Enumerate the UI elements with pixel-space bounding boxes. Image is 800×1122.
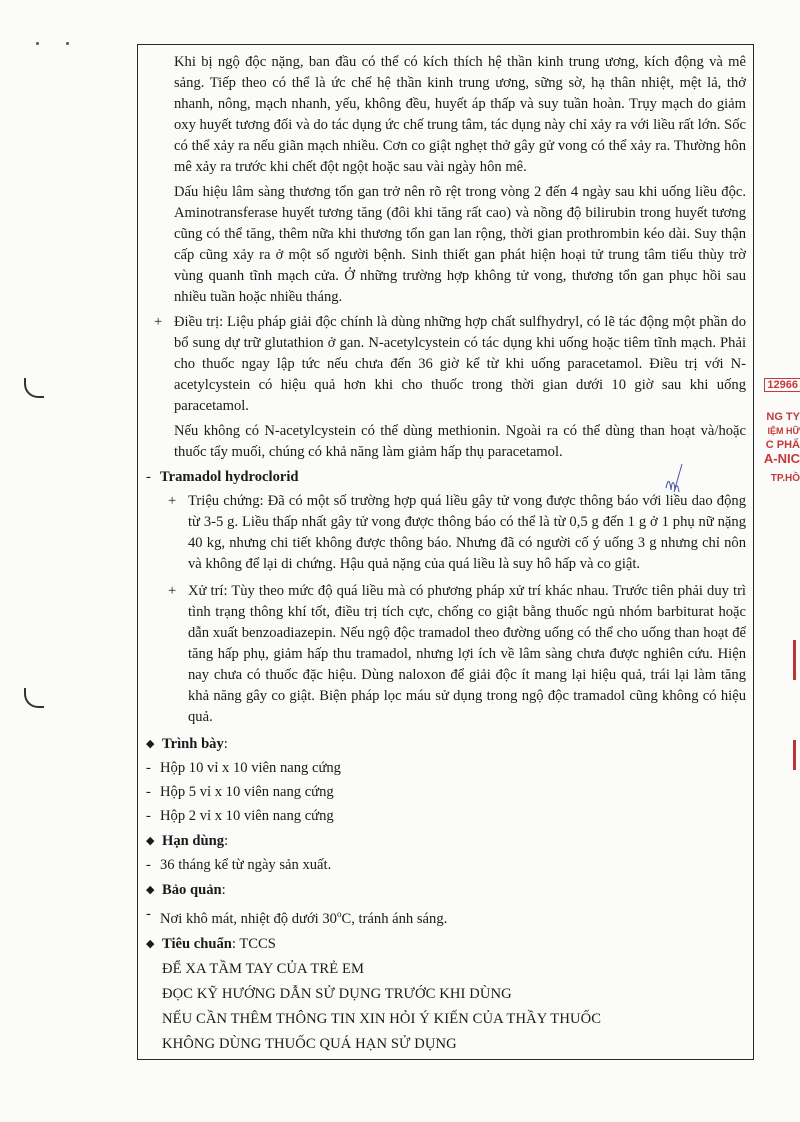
standard-value: : TCCS <box>231 935 276 952</box>
presentation-line: Hộp 10 vỉ x 10 viên nang cứng <box>160 760 341 776</box>
document-body <box>146 52 746 1059</box>
section-heading: Tiêu chuẩn <box>162 935 232 952</box>
tramadol-heading <box>146 467 746 488</box>
diamond-bullet: ◆ <box>146 738 155 750</box>
stamp-line: C PHẨ <box>765 439 800 451</box>
heading-colon: : <box>221 882 226 898</box>
diamond-bullet: ◆ <box>146 884 155 896</box>
list-item: - Nơi khô mát, nhiệt độ dưới 30$^o$C, tránh ánh sáng. <box>146 906 448 927</box>
intro-paragraph: Dấu hiệu lâm sàng thương tổn gan trở nên rõ rệt trong vòng 2 đến 4 ngày sau khi uống liều độc. Aminotransferase huyết tương tăng (đôi khi tăng rất cao) và nồng độ bilirubin trong huyết tương cũng có thể tăng, thêm nữa khi thương tổn gan lan rộng, thời gian prothrombin kéo dài. Suy thận cấp cũng xảy ra ở một số người bệnh. Sinh thiết gan phát hiện hoại tử trung tâm tiểu thùy trờ vùng quanh tĩnh mạch cửa. Ở những trường hợp không tử vong, thương tổn gan phục hồi sau nhiều tuần hoặc nhiều tháng. <box>174 184 746 305</box>
section-heading: Bảo quản <box>162 882 222 898</box>
stamp-number: 12966 <box>764 378 800 392</box>
company-stamp <box>764 378 800 486</box>
list-item: - Hộp 2 vỉ x 10 viên nang cứng <box>146 808 334 824</box>
heading-colon: : <box>223 736 228 752</box>
storage-section <box>146 880 746 901</box>
stamp-edge-mark <box>793 640 796 680</box>
plus-bullet: + <box>154 314 163 330</box>
treatment-item <box>146 312 746 463</box>
standard-section <box>146 934 746 955</box>
intro-paragraph: Khi bị ngộ độc nặng, ban đầu có thể có kích thích hệ thần kinh trung ương, kích động và mê sảng. Tiếp theo có thể là ức chế hệ thần kinh trung ương, sững sờ, hạ thân nhiệt, mệt lả, thở nhanh, nông, mạch nhanh, yếu, không đều, huyết áp thấp và suy tuần hoàn. Trụy mạch do giảm oxy huyết tương đối và do tác dụng ức chế trung tâm, tác dụng này chỉ xảy ra với liều rất lớn. Sốc có thể xảy ra nếu giãn mạch nhiều. Cơn co giật nghẹt thở gây gử vong có thể xảy ra. Thường hôn mê xảy ra trước khi chết đột ngột hoặc sau vài ngày hôn mê. <box>174 54 746 175</box>
section-heading: Trình bày <box>162 736 224 752</box>
storage-line <box>160 911 447 927</box>
presentation-section <box>146 734 746 755</box>
list-item: - Hộp 5 vỉ x 10 viên nang cứng <box>146 784 334 800</box>
binder-hole-mark <box>24 688 44 708</box>
dash-bullet: - <box>146 469 151 485</box>
degree-mark: o <box>336 909 342 919</box>
storage-text-after: C, tránh ánh sáng. <box>341 910 448 927</box>
tramadol-management-text: Xử trí: Tùy theo mức độ quá liều mà có phương pháp xử trí khác nhau. Trước tiên phải duy trì tình trạng thông khí tốt, điều trị tích cực, chống co giật bằng thuốc ngủ nhóm barbiturat hoặc dẫn xuất benzoadiazepin. Nếu ngộ độc tramadol theo đường uống có thể cho uống than hoạt để tăng hấp phụ, giảm hấp thu tramadol, nhưng lợi ích về lâm sàng chưa được nghiên cứu. Hiện nay chưa có thuốc đặc hiệu. Dùng naloxon để giải độc ít mang lại hiệu quả, trái lại làm tăng khả năng gây co giật. Biện pháp lọc máu sử dụng trong ngộ độc tramadol cũng không có hiệu quả. <box>188 583 746 725</box>
shelf-life-line: 36 tháng kể từ ngày sản xuất. <box>160 857 332 873</box>
shelf-life-section <box>146 831 746 852</box>
stamp-line: TP.HỒ <box>770 473 800 484</box>
storage-text-before: Nơi khô mát, nhiệt độ dưới 30 <box>160 910 337 927</box>
diamond-bullet: ◆ <box>146 835 155 847</box>
stamp-line: A-NIC <box>763 451 800 466</box>
diamond-bullet: ◆ <box>146 937 155 950</box>
warning-line: NẾU CẦN THÊM THÔNG TIN XIN HỎI Ý KIẾN CỦA THẦY THUỐC <box>162 1010 602 1027</box>
plus-bullet: + <box>168 583 177 599</box>
tramadol-item <box>160 581 746 728</box>
list-item: - Hộp 10 vỉ x 10 viên nang cứng <box>146 760 341 776</box>
binder-hole-mark <box>24 378 44 398</box>
stamp-text <box>764 410 800 486</box>
presentation-line: Hộp 5 vỉ x 10 viên nang cứng <box>160 784 334 800</box>
warning-line: ĐỂ XA TẦM TAY CỦA TRẺ EM <box>162 960 365 977</box>
presentation-line: Hộp 2 vỉ x 10 viên nang cứng <box>160 808 334 824</box>
tramadol-item <box>160 491 746 575</box>
tramadol-symptoms-text: Triệu chứng: Đã có một số trường hợp quá liều gây tử vong được thông báo với liều dao động từ 3-5 g. Liều thấp nhất gây tử vong được thông báo có thể là từ 0,5 g đến 1 g ở 1 phụ nữ nặng 40 kg, nhưng chi tiết không được thông báo. Nhưng đã có người cố ý uống 3 g nhưng chỉ nôn và không để lại di chứng. Hậu quả nặng của quá liều là suy hô hấp và co giật. <box>188 493 746 572</box>
treatment-text: Điều trị: Liệu pháp giải độc chính là dùng những hợp chất sulfhydryl, có lẽ tác động một phần do bổ sung dự trữ glutathion ở gan. N-acetylcystein có tác dụng khi uống hoặc tiêm tĩnh mạch. Phải cho thuốc ngay lập tức nếu chưa đến 36 giờ kể từ khi uống paracetamol. Điều trị với N-acetylcystein có hiệu quả hơn khi cho thuốc trong thời gian dưới 10 giờ sau khi uống paracetamol. <box>174 314 746 414</box>
stamp-line: IỆM HỮ <box>767 426 800 436</box>
list-item: - 36 tháng kể từ ngày sản xuất. <box>146 857 332 873</box>
scan-speck <box>36 42 39 45</box>
treatment-extra-text: Nếu không có N-acetylcystein có thể dùng methionin. Ngoài ra có thể dùng than hoạt và/hoặc thuốc tẩy muối, chúng có khả năng làm giảm hấp thụ paracetamol. <box>174 423 746 460</box>
stamp-line: NG TY <box>766 411 800 423</box>
warning-line: ĐỌC KỸ HƯỚNG DẪN SỬ DỤNG TRƯỚC KHI DÙNG <box>162 985 512 1002</box>
scan-speck <box>66 42 69 45</box>
stamp-edge-mark <box>793 740 796 770</box>
plus-bullet: + <box>168 493 177 509</box>
warning-line: KHÔNG DÙNG THUỐC QUÁ HẠN SỬ DỤNG <box>162 1035 457 1052</box>
heading-colon: : <box>224 833 229 849</box>
tramadol-heading-text: Tramadol hydroclorid <box>160 469 299 485</box>
section-heading: Hạn dùng <box>162 833 225 849</box>
